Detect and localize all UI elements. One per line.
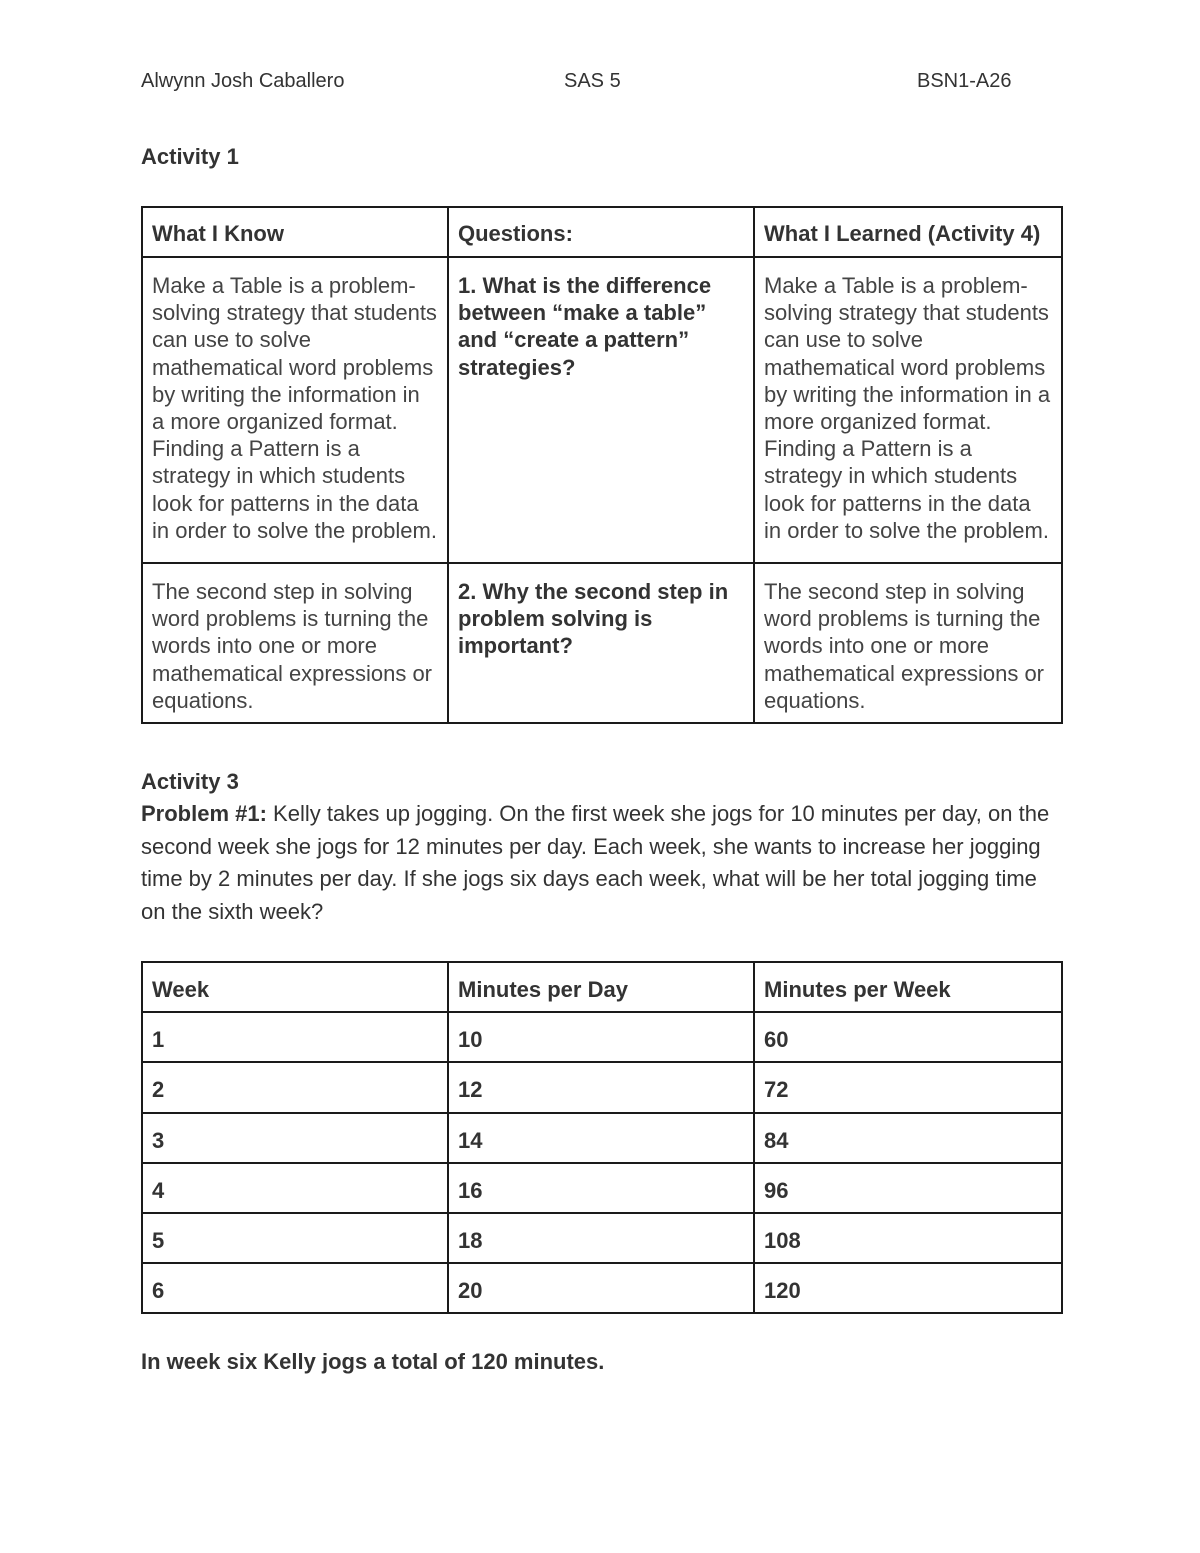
column-header-learned: What I Learned (Activity 4) <box>754 207 1062 257</box>
table-row <box>142 1163 1062 1213</box>
table-row <box>142 1113 1062 1163</box>
table-row <box>142 1213 1062 1263</box>
minutes-per-day-cell: 14 <box>448 1113 754 1163</box>
table-row <box>142 1062 1062 1112</box>
week-cell: 4 <box>142 1163 448 1213</box>
know-cell: Make a Table is a problem-solving strategy that students can use to solve mathematical word problems by writing the information in a more organized format. Finding a Pattern is a strategy in which students look for patterns in the data in order to solve the problem. <box>142 257 448 563</box>
know-cell: The second step in solving word problems is turning the words into one or more mathematical expressions or equations. <box>142 563 448 723</box>
minutes-per-week-cell: 120 <box>754 1263 1062 1313</box>
activity1-heading: Activity 1 <box>141 144 239 169</box>
week-cell: 1 <box>142 1012 448 1062</box>
minutes-per-week-cell: 108 <box>754 1213 1062 1263</box>
minutes-per-day-cell: 20 <box>448 1263 754 1313</box>
minutes-per-day-cell: 12 <box>448 1062 754 1112</box>
question-cell: 1. What is the difference between “make a table” and “create a pattern” strategies? <box>448 257 754 563</box>
table-row <box>142 257 1062 563</box>
activity3-heading: Activity 3 <box>141 769 239 794</box>
minutes-per-day-cell: 18 <box>448 1213 754 1263</box>
jogging-table <box>141 961 1063 1314</box>
minutes-per-week-cell: 72 <box>754 1062 1062 1112</box>
column-header-minutes-per-week: Minutes per Week <box>754 962 1062 1012</box>
column-header-know: What I Know <box>142 207 448 257</box>
table-row <box>142 1012 1062 1062</box>
jogging-header-row <box>142 962 1062 1012</box>
assignment-title: SAS 5 <box>564 70 621 92</box>
question-cell: 2. Why the second step in problem solving is important? <box>448 563 754 723</box>
week-cell: 2 <box>142 1062 448 1112</box>
learned-cell: The second step in solving word problems is turning the words into one or more mathematical expressions or equations. <box>754 563 1062 723</box>
minutes-per-day-cell: 10 <box>448 1012 754 1062</box>
learned-cell: Make a Table is a problem-solving strategy that students can use to solve mathematical word problems by writing the information in a more organized format. Finding a Pattern is a strategy in which students look for patterns in the data in order to solve the problem. <box>754 257 1062 563</box>
section-code: BSN1-A26 <box>917 70 1012 92</box>
column-header-minutes-per-day: Minutes per Day <box>448 962 754 1012</box>
table-row <box>142 1263 1062 1313</box>
minutes-per-day-cell: 16 <box>448 1163 754 1213</box>
column-header-week: Week <box>142 962 448 1012</box>
minutes-per-week-cell: 96 <box>754 1163 1062 1213</box>
week-cell: 3 <box>142 1113 448 1163</box>
week-cell: 6 <box>142 1263 448 1313</box>
table-row <box>142 563 1062 723</box>
student-name: Alwynn Josh Caballero <box>141 70 345 92</box>
minutes-per-week-cell: 60 <box>754 1012 1062 1062</box>
column-header-questions: Questions: <box>448 207 754 257</box>
minutes-per-week-cell: 84 <box>754 1113 1062 1163</box>
week-cell: 5 <box>142 1213 448 1263</box>
conclusion-text: In week six Kelly jogs a total of 120 minutes. <box>141 1349 605 1374</box>
problem-label: Problem #1: <box>141 801 267 826</box>
problem-text: Kelly takes up jogging. On the first week she jogs for 10 minutes per day, on the second week she jogs for 12 minutes per day. Each week, she wants to increase her jogging time by 2 minutes per day. If she jogs six days each week, what will be her total jogging time on the sixth week? <box>141 801 1050 924</box>
kwl-table <box>141 206 1063 724</box>
kwl-header-row <box>142 207 1062 257</box>
problem-statement <box>141 798 1066 928</box>
